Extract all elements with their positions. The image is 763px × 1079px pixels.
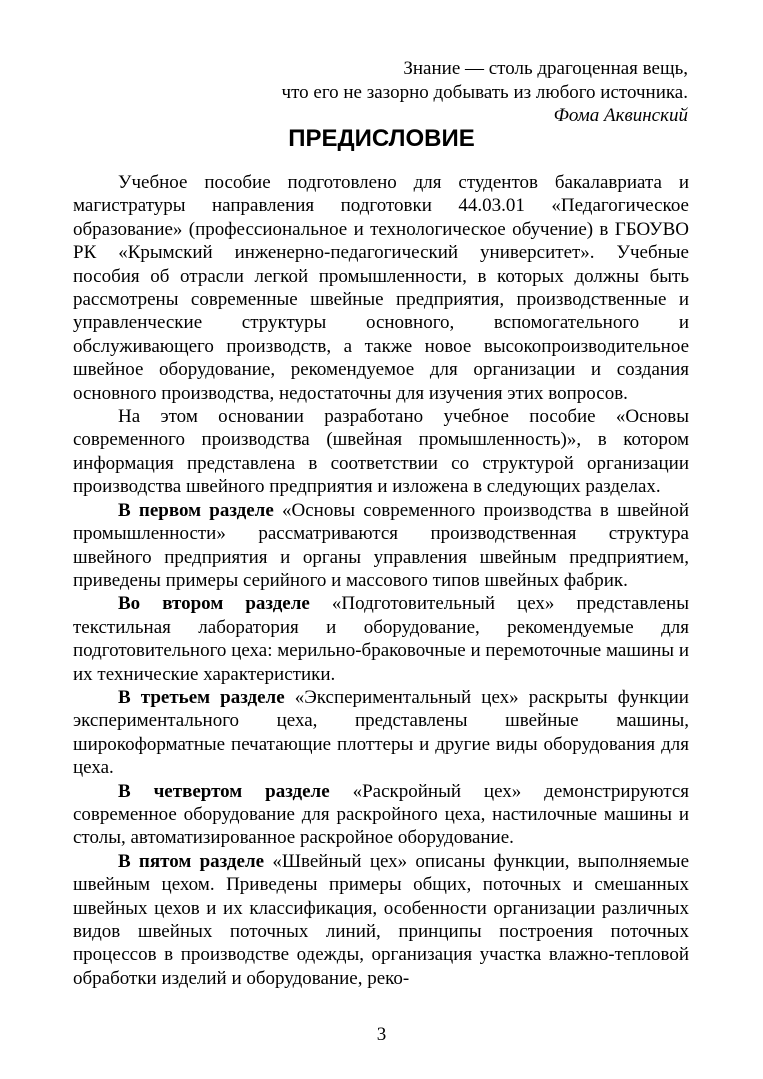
section-lead: Во втором разделе — [118, 593, 310, 615]
paragraph-section-2 — [73, 592, 689, 686]
paragraph-section-5 — [73, 850, 689, 990]
page-title: ПРЕДИСЛОВИЕ — [288, 125, 475, 152]
epigraph — [60, 57, 688, 128]
paragraph-text: Учебное пособие подготовлено для студентов бакалавриата и магистратуры направления подготовки 44.03.01 «Педагогическое образование» (профессиональное и технологическое обучение) в ГБОУВО РК «Крымский инженерно-педагогический университет». Учебные пособия об отрасли легкой промышленности, в которых должны быть рассмотрены современные швейные предприятия, производственные и управленческие структуры основного, вспомогательного и обслуживающего производств, а также новое высокопроизводительное швейное оборудование, рекомендуемое для организации и создания основного производства, недостаточны для изучения этих вопросов. — [73, 172, 689, 404]
page-number: 3 — [376, 1024, 387, 1045]
paragraph-text: «Швейный цех» описаны функции, выполняемые швейным цехом. Приведены примеры общих, поточных и смешанных швейных цехов и их классификация, особенности организации различных видов швейных поточных линий, принципы построения поточных процессов в производстве одежды, организация участка влажно-тепловой обработки изделий и оборудование, реко- — [73, 850, 689, 989]
paragraph-text: «Экспериментальный цех» раскрыты функции экспериментального цеха, представлены швейные машины, широкоформатные печатающие плоттеры и другие виды оборудования для цеха. — [73, 686, 689, 779]
epigraph-line-2: что его не зазорно добывать из любого источника. — [281, 81, 688, 103]
paragraph-text: «Раскройный цех» демонстрируются современное оборудование для раскройного цеха, настилочные машины и столы, автоматизированное раскройное оборудование. — [73, 780, 689, 849]
epigraph-line-1: Знание — столь драгоценная вещь, — [403, 58, 688, 79]
section-lead: В первом разделе — [118, 499, 274, 521]
paragraph-2 — [73, 405, 689, 499]
epigraph-author: Фома Аквинский — [553, 105, 688, 126]
paragraph-text: На этом основании разработано учебное пособие «Основы современного производства (швейная промышленность)», в котором информация представлена в соответствии со структурой организации производства швейного предприятия и изложена в следующих разделах. — [73, 406, 689, 498]
section-lead: В пятом разделе — [118, 850, 265, 872]
preface-body — [73, 171, 689, 990]
paragraph-text: «Подготовительный цех» представлены текстильная лаборатория и оборудование, рекомендуемые для подготовительного цеха: мерильно-браковочные и перемоточные машины и их технические характеристики. — [73, 593, 689, 685]
section-lead: В четвертом разделе — [118, 780, 330, 802]
section-lead: В третьем разделе — [118, 686, 285, 708]
paragraph-text: «Основы современного производства в швейной промышленности» рассматриваются производственная структура швейного предприятия и органы управления швейным предприятием, приведены примеры серийного и массового типов швейных фабрик. — [73, 499, 689, 591]
paragraph-section-3 — [73, 686, 689, 780]
paragraph-section-4 — [73, 780, 689, 850]
paragraph-1 — [73, 171, 689, 405]
paragraph-section-1 — [73, 499, 689, 593]
